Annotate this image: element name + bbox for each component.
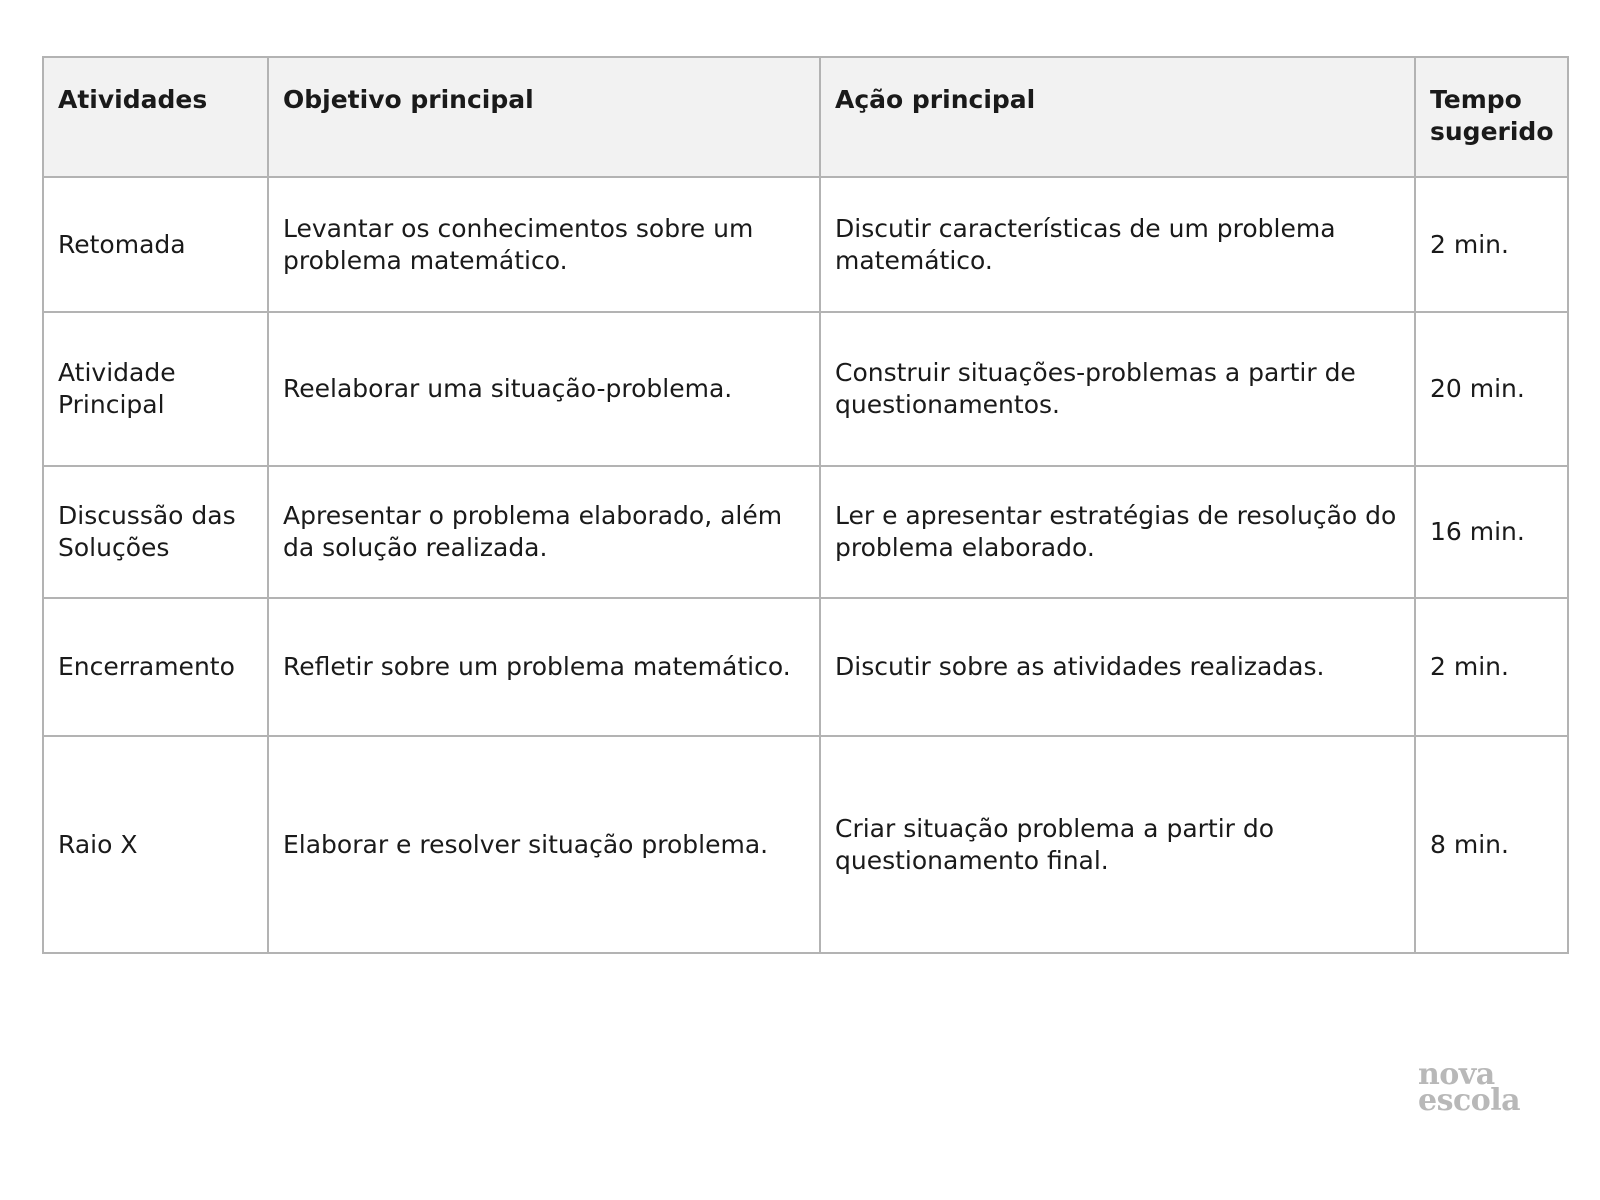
cell-acao: Discutir sobre as atividades realizadas. <box>820 598 1415 736</box>
cell-objetivo: Levantar os conhecimentos sobre um problema matemático. <box>268 177 820 312</box>
table-header-row <box>43 57 1568 177</box>
logo-line-escola: escola <box>1418 1083 1521 1118</box>
cell-tempo: 2 min. <box>1415 598 1568 736</box>
table-row <box>43 177 1568 312</box>
cell-objetivo: Apresentar o problema elaborado, além da solução realizada. <box>268 466 820 598</box>
nova-escola-logo <box>1418 1057 1538 1118</box>
cell-tempo: 16 min. <box>1415 466 1568 598</box>
cell-atividade: Encerramento <box>43 598 268 736</box>
cell-atividade: Raio X <box>43 736 268 953</box>
header-objetivo-principal: Objetivo principal <box>268 57 820 177</box>
cell-atividade: Discussão das Soluções <box>43 466 268 598</box>
cell-tempo: 20 min. <box>1415 312 1568 466</box>
logo-line-nova: nova <box>1418 1057 1495 1092</box>
cell-atividade: Atividade Principal <box>43 312 268 466</box>
table-row <box>43 466 1568 598</box>
cell-tempo: 8 min. <box>1415 736 1568 953</box>
header-acao-principal: Ação principal <box>820 57 1415 177</box>
table-row <box>43 598 1568 736</box>
cell-acao: Ler e apresentar estratégias de resolução do problema elaborado. <box>820 466 1415 598</box>
header-tempo-sugerido: Tempo sugerido <box>1415 57 1568 177</box>
table-row <box>43 736 1568 953</box>
lesson-plan-table <box>42 56 1569 954</box>
cell-objetivo: Reelaborar uma situação-problema. <box>268 312 820 466</box>
cell-acao: Construir situações-problemas a partir de questionamentos. <box>820 312 1415 466</box>
cell-tempo: 2 min. <box>1415 177 1568 312</box>
cell-acao: Discutir características de um problema matemático. <box>820 177 1415 312</box>
cell-acao: Criar situação problema a partir do questionamento final. <box>820 736 1415 953</box>
cell-objetivo: Refletir sobre um problema matemático. <box>268 598 820 736</box>
header-atividades: Atividades <box>43 57 268 177</box>
cell-objetivo: Elaborar e resolver situação problema. <box>268 736 820 953</box>
table-row <box>43 312 1568 466</box>
cell-atividade: Retomada <box>43 177 268 312</box>
